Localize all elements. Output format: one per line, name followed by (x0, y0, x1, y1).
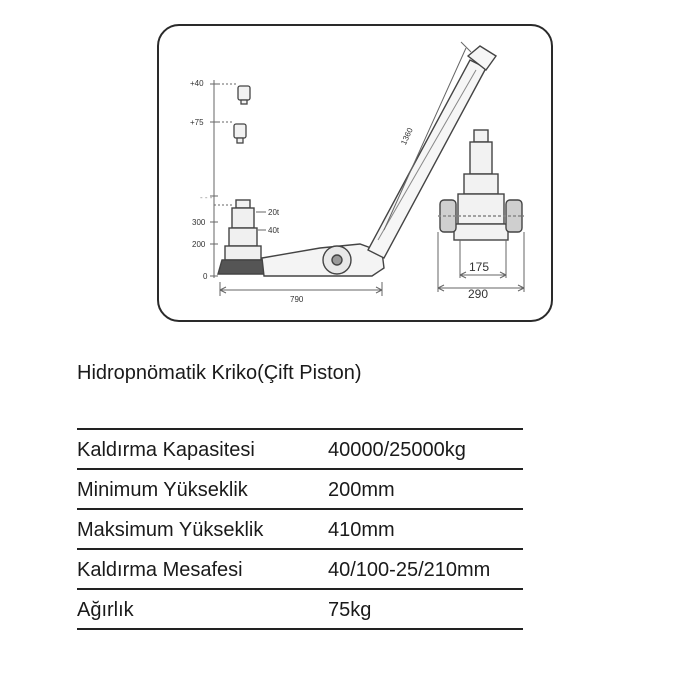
stage-labels (256, 208, 280, 235)
saddle-cap-icon (234, 86, 250, 143)
stage-1-label: 20t (268, 208, 280, 217)
spec-value: 200mm (328, 479, 395, 501)
jack-chassis (262, 244, 384, 276)
length-dimension (220, 282, 382, 296)
inner-width-label: 175 (469, 260, 490, 274)
scale-label-300: 300 (192, 218, 206, 227)
jack-front-view (438, 130, 524, 240)
jack-piston-icon (218, 200, 268, 274)
handle-length-label: 1360 (399, 126, 415, 147)
spec-label: Maksimum Yükseklik (77, 519, 264, 541)
height-scale-labels (190, 79, 213, 281)
spec-row-max-height (77, 508, 523, 548)
scale-label-plus-40: +40 (190, 79, 204, 88)
spec-label: Ağırlık (77, 599, 134, 621)
spec-value: 40000/25000kg (328, 439, 466, 461)
spec-label: Kaldırma Kapasitesi (77, 439, 255, 461)
scale-label-200: 200 (192, 240, 206, 249)
spec-label: Minimum Yükseklik (77, 479, 248, 501)
outer-width-label: 290 (468, 287, 489, 301)
spec-row-min-height (77, 468, 523, 508)
spec-row-weight (77, 588, 523, 630)
scale-label-plus-75: +75 (190, 118, 204, 127)
product-title: Hidropnömatik Kriko(Çift Piston) (77, 362, 362, 384)
spec-value: 410mm (328, 519, 395, 541)
spec-row-lift-distance (77, 548, 523, 588)
scale-label-0: 0 (203, 272, 208, 281)
spec-row-capacity (77, 428, 523, 468)
stage-2-label: 40t (268, 226, 280, 235)
svg-text:- - -: - - - (200, 193, 213, 202)
spec-label: Kaldırma Mesafesi (77, 559, 243, 581)
spec-value: 75kg (328, 599, 372, 621)
length-label: 790 (290, 295, 304, 304)
spec-table (77, 428, 523, 630)
spec-value: 40/100-25/210mm (328, 559, 491, 581)
